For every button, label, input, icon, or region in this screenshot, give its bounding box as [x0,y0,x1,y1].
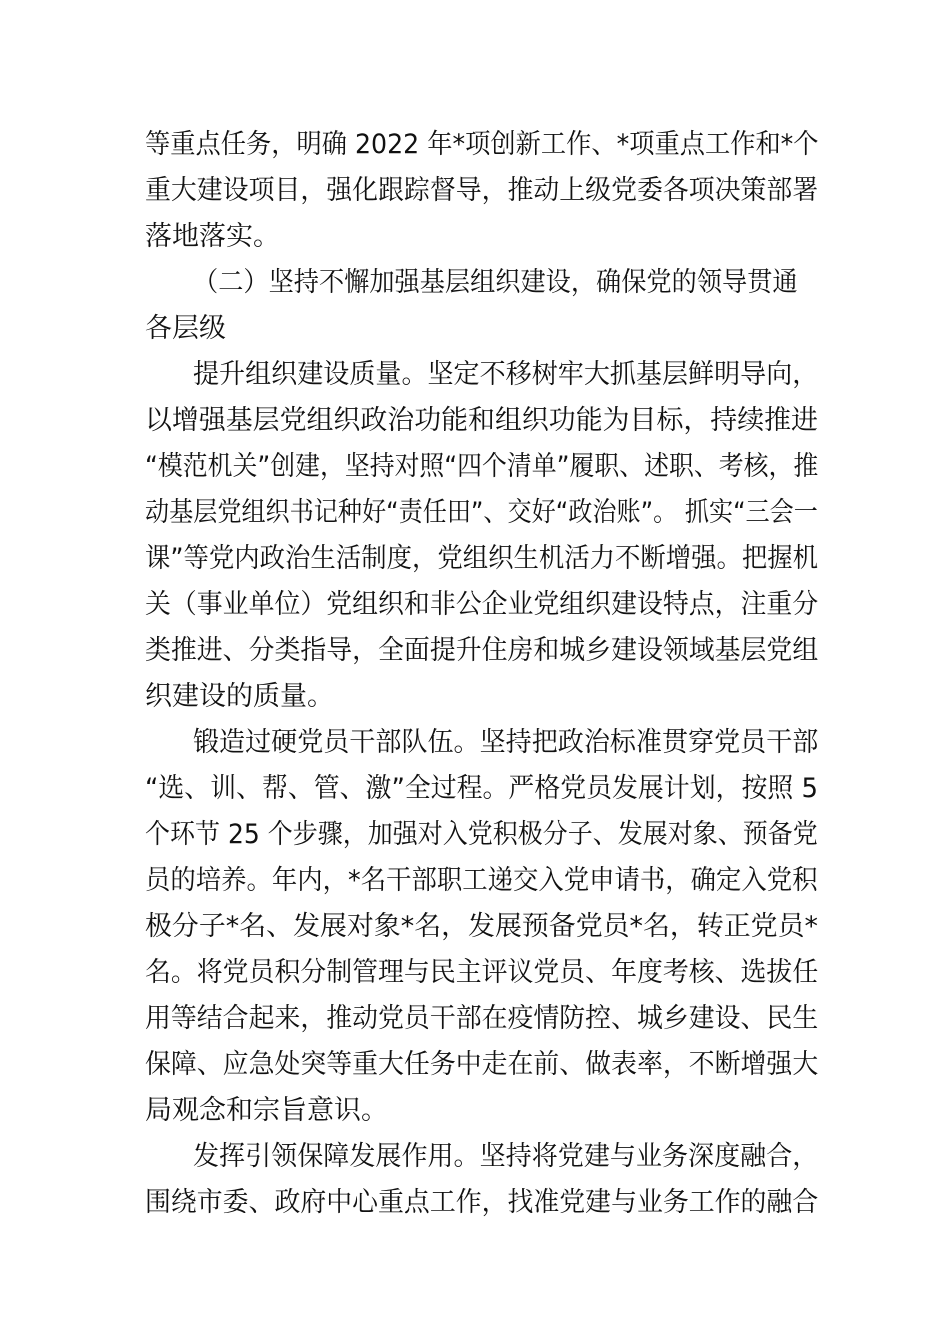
text-line: 等重点任务，明确 2022 年*项创新工作、*项重点工作和*个 [145,129,819,160]
text-line: 局观念和宗旨意识。 [145,1095,388,1126]
paragraph-start: 锻造过硬党员干部队伍。坚持把政治标准贯穿党员干部 [193,727,819,758]
paragraph-start: 发挥引领保障发展作用。坚持将党建与业务深度融合， [193,1141,819,1172]
text-line: “模范机关”创建，坚持对照“四个清单”履职、述职、考核，推 [145,451,819,482]
text-line: 以增强基层党组织政治功能和组织功能为目标，持续推进 [145,405,818,436]
text-line: 织建设的质量。 [145,681,334,712]
text-line: 落地落实。 [145,221,280,252]
text-line: 关（事业单位）党组织和非公企业党组织建设特点，注重分 [145,589,819,620]
text-line: 个环节 25 个步骤，加强对入党积极分子、发展对象、预备党 [145,819,818,850]
paragraph-start: 提升组织建设质量。坚定不移树牢大抓基层鲜明导向， [193,359,819,390]
text-line: 名。将党员积分制管理与民主评议党员、年度考核、选拔任 [145,957,819,988]
text-line: 极分子*名、发展对象*名，发展预备党员*名，转正党员* [145,911,818,942]
text-line: 用等结合起来，推动党员干部在疫情防控、城乡建设、民生 [145,1003,819,1034]
section-heading-continued: 各层级 [145,313,226,344]
text-line: 围绕市委、政府中心重点工作，找准党建与业务工作的融合 [145,1187,819,1218]
text-line: 员的培养。年内，*名干部职工递交入党申请书，确定入党积 [145,865,818,896]
text-line: 保障、应急处突等重大任务中走在前、做表率，不断增强大 [145,1049,819,1080]
text-line: “选、训、帮、管、激”全过程。严格党员发展计划，按照 5 [145,773,818,804]
text-line: 重大建设项目，强化跟踪督导，推动上级党委各项决策部署 [145,175,819,206]
text-line: 动基层党组织书记种好“责任田”、交好“政治账”。 抓实“三会一 [145,497,818,528]
text-line: 课”等党内政治生活制度，党组织生机活力不断增强。把握机 [145,543,819,574]
section-heading: （二）坚持不懈加强基层组织建设，确保党的领导贯通 [193,267,798,298]
text-line: 类推进、分类指导，全面提升住房和城乡建设领域基层党组 [145,635,819,666]
